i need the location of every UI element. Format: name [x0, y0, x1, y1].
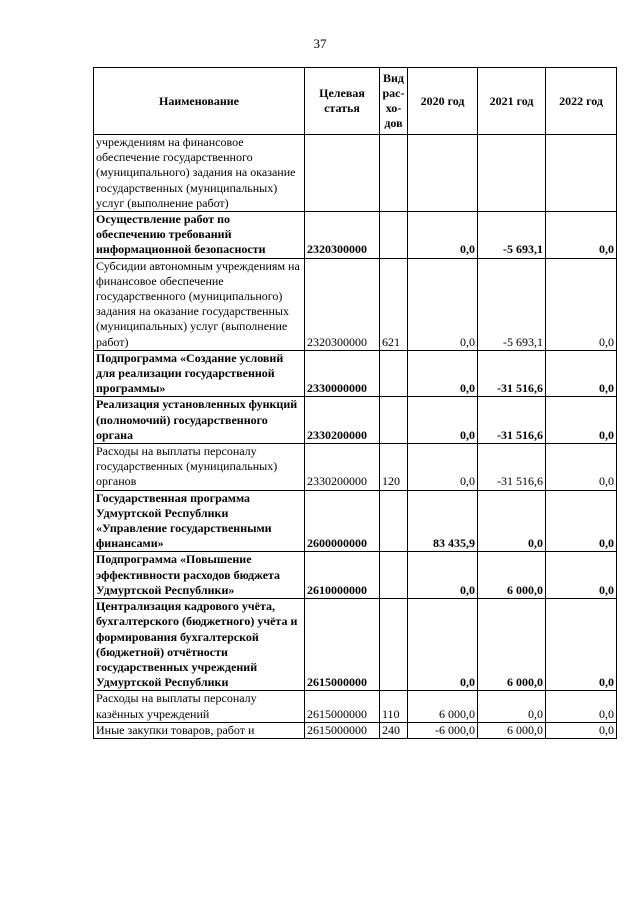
row-2020-cell — [408, 135, 478, 212]
row-2021-cell: -31 516,6 — [478, 444, 546, 491]
row-2020-cell: 0,0 — [408, 552, 478, 599]
row-name-cell: Иные закупки товаров, работ и — [94, 722, 305, 738]
row-expense-type-cell: 110 — [380, 691, 408, 722]
row-expense-type-cell — [380, 599, 408, 691]
table-row — [94, 397, 617, 444]
row-target-cell: 2320300000 — [305, 258, 380, 350]
row-2021-cell: -5 693,1 — [478, 258, 546, 350]
row-name-cell: Централизация кадрового учёта, бухгалтерского (бюджетного) учёта и формирования бухгалтерской (бюджетной) отчётности государственных учреждений Удмуртской Республики — [94, 599, 305, 691]
table-body — [94, 135, 617, 739]
row-expense-type-cell — [380, 490, 408, 552]
row-2022-cell: 0,0 — [546, 599, 617, 691]
row-target-cell: 2610000000 — [305, 552, 380, 599]
row-2022-cell: 0,0 — [546, 350, 617, 397]
row-target-cell: 2615000000 — [305, 599, 380, 691]
row-target-cell: 2600000000 — [305, 490, 380, 552]
table-row — [94, 212, 617, 259]
header-2020: 2020 год — [408, 68, 478, 135]
row-expense-type-cell — [380, 552, 408, 599]
row-2022-cell: 0,0 — [546, 258, 617, 350]
row-expense-type-cell: 120 — [380, 444, 408, 491]
row-2020-cell: 0,0 — [408, 599, 478, 691]
row-2022-cell: 0,0 — [546, 212, 617, 259]
row-name-cell: Осуществление работ по обеспечению требований информационной безопасности — [94, 212, 305, 259]
header-expense-type: Вид рас-хо-дов — [380, 68, 408, 135]
row-2021-cell: 0,0 — [478, 691, 546, 722]
row-target-cell: 2615000000 — [305, 691, 380, 722]
row-2021-cell: 6 000,0 — [478, 552, 546, 599]
row-expense-type-cell — [380, 212, 408, 259]
row-target-cell: 2615000000 — [305, 722, 380, 738]
row-name-cell: Подпрограмма «Создание условий для реализации государственной программы» — [94, 350, 305, 397]
row-2022-cell: 0,0 — [546, 490, 617, 552]
row-2020-cell: 0,0 — [408, 444, 478, 491]
row-2020-cell: 6 000,0 — [408, 691, 478, 722]
table-row — [94, 444, 617, 491]
page-number: 37 — [313, 36, 327, 51]
row-2020-cell: 83 435,9 — [408, 490, 478, 552]
row-name-cell: Реализация установленных функций (полномочий) государственного органа — [94, 397, 305, 444]
header-target: Целевая статья — [305, 68, 380, 135]
budget-table — [93, 67, 617, 739]
row-expense-type-cell — [380, 350, 408, 397]
row-2020-cell: 0,0 — [408, 397, 478, 444]
row-2021-cell: -5 693,1 — [478, 212, 546, 259]
row-2022-cell: 0,0 — [546, 444, 617, 491]
row-name-cell: Расходы на выплаты персоналу государственных (муниципальных) органов — [94, 444, 305, 491]
row-target-cell — [305, 135, 380, 212]
row-2020-cell: 0,0 — [408, 258, 478, 350]
row-target-cell: 2320300000 — [305, 212, 380, 259]
row-name-cell: Подпрограмма «Повышение эффективности расходов бюджета Удмуртской Республики» — [94, 552, 305, 599]
table-row — [94, 258, 617, 350]
row-2022-cell: 0,0 — [546, 552, 617, 599]
row-2020-cell: -6 000,0 — [408, 722, 478, 738]
table-row — [94, 135, 617, 212]
row-2021-cell: 6 000,0 — [478, 722, 546, 738]
row-2021-cell — [478, 135, 546, 212]
row-name-cell: Расходы на выплаты персоналу казённых учреждений — [94, 691, 305, 722]
row-2021-cell: -31 516,6 — [478, 397, 546, 444]
row-target-cell: 2330200000 — [305, 397, 380, 444]
row-expense-type-cell: 240 — [380, 722, 408, 738]
table-row — [94, 691, 617, 722]
row-target-cell: 2330200000 — [305, 444, 380, 491]
row-2022-cell: 0,0 — [546, 691, 617, 722]
header-2021: 2021 год — [478, 68, 546, 135]
table-row — [94, 552, 617, 599]
row-expense-type-cell: 621 — [380, 258, 408, 350]
row-2021-cell: 6 000,0 — [478, 599, 546, 691]
header-2022: 2022 год — [546, 68, 617, 135]
table-header-row — [94, 68, 617, 135]
table-row — [94, 490, 617, 552]
header-name: Наименование — [94, 68, 305, 135]
row-name-cell: Субсидии автономным учреждениям на финансовое обеспечение государственного (муниципального) задания на оказание государственных (муниципальных) услуг (выполнение работ) — [94, 258, 305, 350]
table-row — [94, 722, 617, 738]
row-name-cell: учреждениям на финансовое обеспечение государственного (муниципального) задания на оказание государственных (муниципальных) услуг (выполнение работ) — [94, 135, 305, 212]
row-target-cell: 2330000000 — [305, 350, 380, 397]
table-row — [94, 599, 617, 691]
row-2022-cell — [546, 135, 617, 212]
row-2020-cell: 0,0 — [408, 212, 478, 259]
row-2021-cell: 0,0 — [478, 490, 546, 552]
row-expense-type-cell — [380, 135, 408, 212]
row-2022-cell: 0,0 — [546, 397, 617, 444]
row-2021-cell: -31 516,6 — [478, 350, 546, 397]
row-2022-cell: 0,0 — [546, 722, 617, 738]
row-2020-cell: 0,0 — [408, 350, 478, 397]
row-expense-type-cell — [380, 397, 408, 444]
row-name-cell: Государственная программа Удмуртской Республики «Управление государственными финансами» — [94, 490, 305, 552]
table-row — [94, 350, 617, 397]
